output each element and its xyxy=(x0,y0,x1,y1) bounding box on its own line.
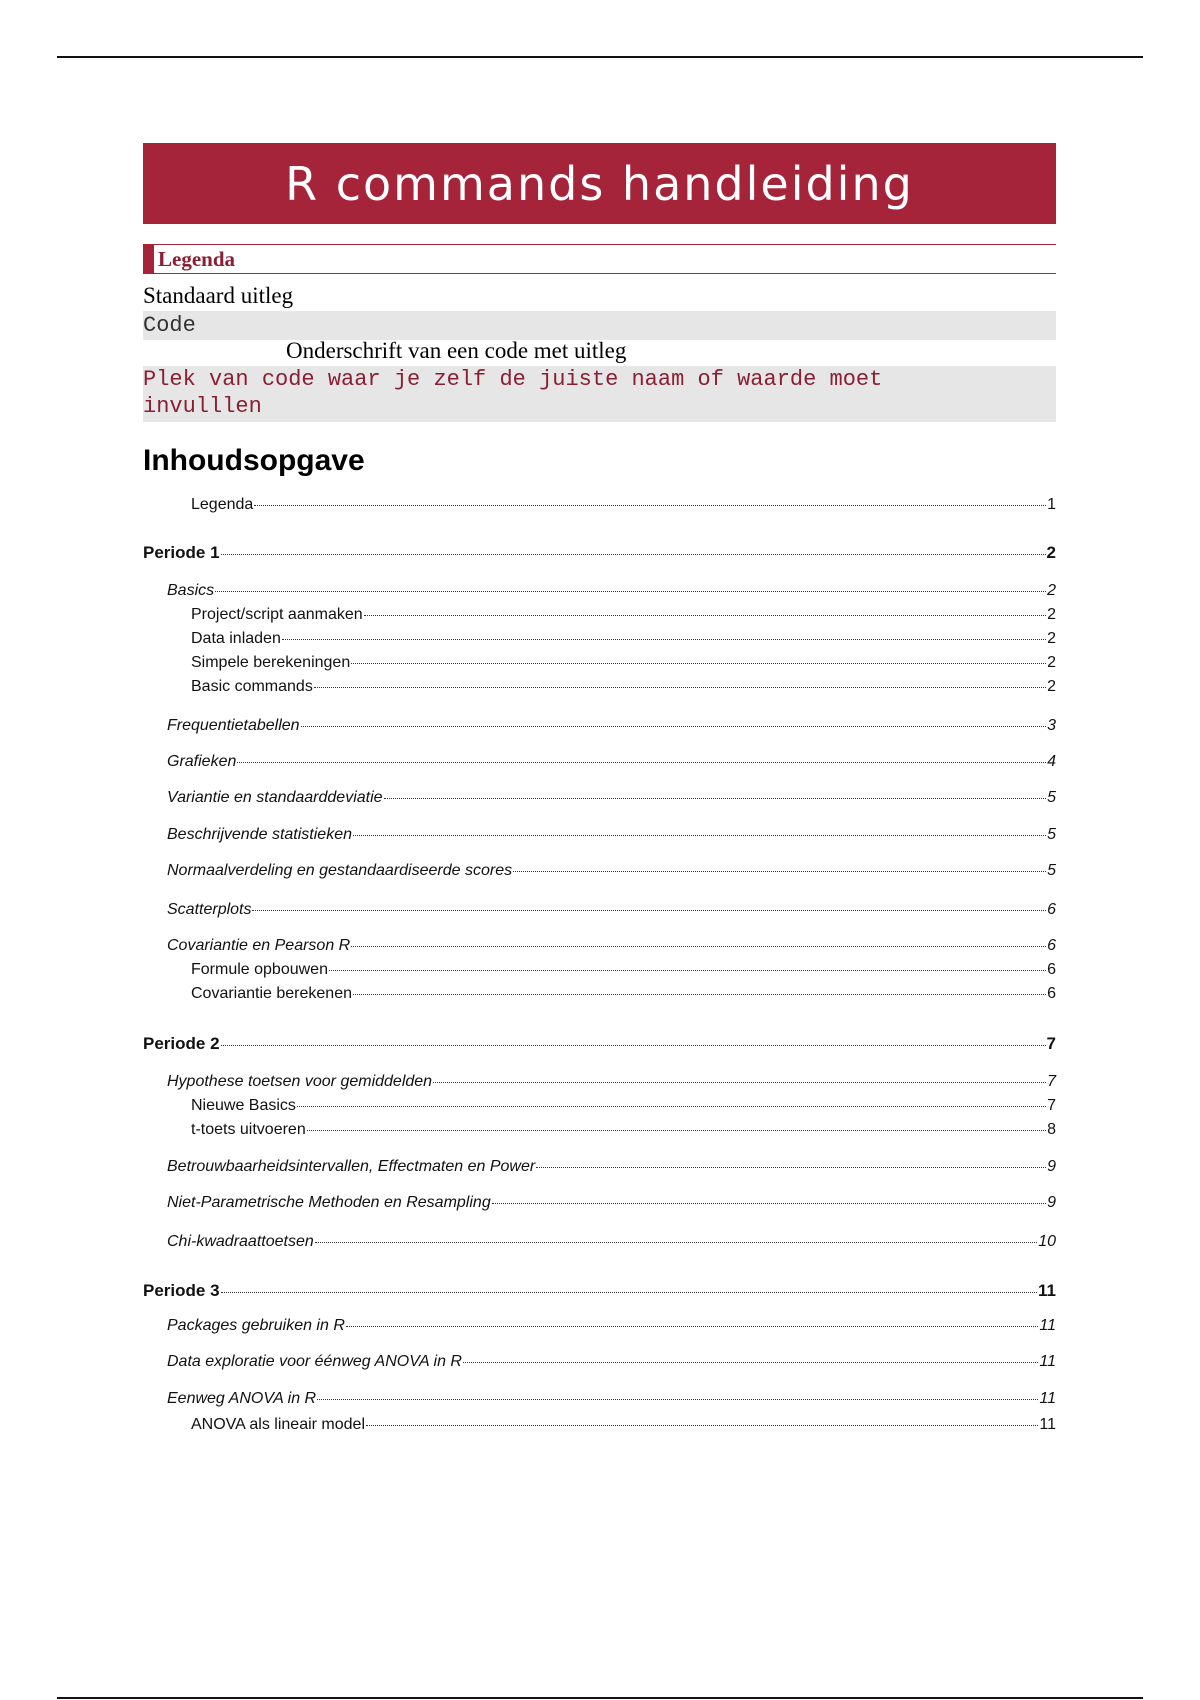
toc-entry[interactable] xyxy=(167,937,1056,959)
toc-leader xyxy=(221,1045,1046,1046)
footer-rule xyxy=(57,1697,1143,1699)
toc-entry-label: Frequentietabellen xyxy=(167,717,300,734)
toc-entry[interactable] xyxy=(167,1073,1056,1095)
toc-entry[interactable] xyxy=(167,1233,1056,1255)
toc-entry-page: 7 xyxy=(1047,1073,1056,1090)
toc-entry[interactable] xyxy=(167,1158,1056,1180)
toc-entry-label: Legenda xyxy=(191,496,254,513)
toc-leader xyxy=(282,639,1046,640)
toc-entry-page: 2 xyxy=(1047,630,1056,647)
toc-entry-page: 2 xyxy=(1046,543,1056,562)
toc-leader xyxy=(492,1203,1046,1204)
legend-heading xyxy=(143,244,1056,274)
toc-entry[interactable] xyxy=(143,1281,1056,1303)
toc-entry-label: Covariantie berekenen xyxy=(191,985,352,1002)
toc-leader xyxy=(254,505,1046,506)
toc-entry-page: 7 xyxy=(1047,1097,1056,1114)
toc-entry-label: Betrouwbaarheidsintervallen, Effectmaten en Power xyxy=(167,1158,536,1175)
toc-entry-page: 11 xyxy=(1039,1353,1056,1370)
toc-leader xyxy=(314,687,1046,688)
toc-leader xyxy=(353,994,1046,995)
toc-entry[interactable] xyxy=(167,789,1056,811)
toc-entry-page: 3 xyxy=(1047,717,1056,734)
toc-leader xyxy=(307,1130,1046,1131)
toc-leader xyxy=(215,591,1046,592)
toc-leader xyxy=(221,554,1046,555)
toc-entry-page: 1 xyxy=(1047,496,1056,513)
header-rule xyxy=(57,56,1143,58)
toc-entry-label: Eenweg ANOVA in R xyxy=(167,1390,317,1407)
toc-entry[interactable] xyxy=(167,1353,1056,1375)
toc-entry-label: Grafieken xyxy=(167,753,237,770)
toc-leader xyxy=(351,946,1046,947)
toc-entry-page: 5 xyxy=(1047,862,1056,879)
toc-entry[interactable] xyxy=(167,1317,1056,1339)
toc-entry-page: 6 xyxy=(1047,937,1056,954)
toc-entry[interactable] xyxy=(191,678,1056,700)
toc-entry[interactable] xyxy=(167,1194,1056,1216)
toc-leader xyxy=(315,1242,1037,1243)
legend-heading-bar xyxy=(143,245,154,273)
toc-entry-page: 9 xyxy=(1047,1194,1056,1211)
toc-entry-label: Data exploratie voor éénweg ANOVA in R xyxy=(167,1353,462,1370)
toc-entry-label: ANOVA als lineair model xyxy=(191,1416,365,1433)
toc-entry-label: Packages gebruiken in R xyxy=(167,1317,345,1334)
toc-entry[interactable] xyxy=(191,630,1056,652)
toc-entry-page: 11 xyxy=(1039,1390,1056,1407)
toc-entry-label: Normaalverdeling en gestandaardiseerde scores xyxy=(167,862,513,879)
toc-leader xyxy=(384,798,1047,799)
toc-entry-page: 11 xyxy=(1039,1416,1056,1433)
toc-leader xyxy=(297,1106,1046,1107)
toc-entry[interactable] xyxy=(167,826,1056,848)
toc-entry-label: Hypothese toetsen voor gemiddelden xyxy=(167,1073,433,1090)
toc-leader xyxy=(536,1167,1046,1168)
toc-entry-page: 11 xyxy=(1038,1281,1056,1300)
toc-entry-page: 2 xyxy=(1047,606,1056,623)
toc-entry-page: 11 xyxy=(1039,1317,1056,1334)
toc-entry-page: 8 xyxy=(1047,1121,1056,1138)
toc-entry[interactable] xyxy=(143,1034,1056,1056)
toc-entry-page: 4 xyxy=(1047,753,1056,770)
toc-entry[interactable] xyxy=(191,961,1056,983)
legend-placeholder-sample: Plek van code waar je zelf de juiste naam of waarde moet invulllen xyxy=(143,366,1056,422)
toc-entry-label: Formule opbouwen xyxy=(191,961,328,978)
document-title: R commands handleiding xyxy=(143,143,1056,224)
toc-entry-label: Chi-kwadraattoetsen xyxy=(167,1233,314,1250)
toc-entry[interactable] xyxy=(167,582,1056,604)
toc-entry-label: Basics xyxy=(167,582,215,599)
legend-caption-sample: Onderschrift van een code met uitleg xyxy=(286,338,627,363)
toc-entry-label: Basic commands xyxy=(191,678,313,695)
toc-leader xyxy=(351,663,1046,664)
toc-title: Inhoudsopgave xyxy=(143,444,365,477)
toc-entry-label: Periode 3 xyxy=(143,1281,220,1300)
toc-entry-page: 7 xyxy=(1046,1034,1056,1053)
toc-entry[interactable] xyxy=(191,496,1056,518)
legend-code-sample: Code xyxy=(143,311,1056,340)
toc-entry[interactable] xyxy=(167,901,1056,923)
toc-entry-page: 6 xyxy=(1047,985,1056,1002)
toc-entry[interactable] xyxy=(191,1097,1056,1119)
toc-leader xyxy=(353,835,1046,836)
toc-entry-label: Niet-Parametrische Methoden en Resampling xyxy=(167,1194,491,1211)
toc-entry-label: Periode 2 xyxy=(143,1034,220,1053)
toc-entry-page: 2 xyxy=(1047,654,1056,671)
toc-leader xyxy=(252,910,1046,911)
toc-entry-page: 2 xyxy=(1047,678,1056,695)
toc-leader xyxy=(366,1425,1038,1426)
toc-leader xyxy=(237,762,1046,763)
toc-entry-page: 9 xyxy=(1047,1158,1056,1175)
toc-entry[interactable] xyxy=(191,1121,1056,1143)
toc-entry-label: Periode 1 xyxy=(143,543,220,562)
toc-entry-page: 2 xyxy=(1047,582,1056,599)
toc-leader xyxy=(364,615,1046,616)
toc-entry[interactable] xyxy=(167,717,1056,739)
toc-entry[interactable] xyxy=(191,654,1056,676)
toc-entry[interactable] xyxy=(191,1416,1056,1438)
toc-entry-page: 6 xyxy=(1047,901,1056,918)
toc-entry[interactable] xyxy=(191,985,1056,1007)
toc-entry-label: Nieuwe Basics xyxy=(191,1097,296,1114)
toc-entry-label: Scatterplots xyxy=(167,901,252,918)
toc-leader xyxy=(221,1292,1037,1293)
toc-entry-page: 10 xyxy=(1038,1233,1056,1250)
toc-entry-label: Beschrijvende statistieken xyxy=(167,826,352,843)
toc-entry-page: 5 xyxy=(1047,789,1056,806)
toc-entry[interactable] xyxy=(191,606,1056,628)
toc-leader xyxy=(433,1082,1046,1083)
toc-leader xyxy=(301,726,1047,727)
toc-leader xyxy=(317,1399,1038,1400)
legend-heading-text: Legenda xyxy=(158,247,236,271)
toc-entry-label: Data inladen xyxy=(191,630,281,647)
legend-standard-text: Standaard uitleg xyxy=(143,283,294,308)
toc-entry-page: 5 xyxy=(1047,826,1056,843)
toc-entry[interactable] xyxy=(167,862,1056,884)
toc-entry-label: t-toets uitvoeren xyxy=(191,1121,306,1138)
toc-entry-label: Covariantie en Pearson R xyxy=(167,937,351,954)
toc-leader xyxy=(329,970,1046,971)
toc-entry-label: Simpele berekeningen xyxy=(191,654,351,671)
toc-entry-label: Variantie en standaarddeviatie xyxy=(167,789,383,806)
toc-entry[interactable] xyxy=(167,753,1056,775)
toc-leader xyxy=(463,1362,1038,1363)
toc-entry[interactable] xyxy=(167,1390,1056,1412)
toc-leader xyxy=(513,871,1046,872)
toc-leader xyxy=(346,1326,1039,1327)
toc-entry[interactable] xyxy=(143,543,1056,565)
toc-entry-label: Project/script aanmaken xyxy=(191,606,363,623)
toc-entry-page: 6 xyxy=(1047,961,1056,978)
